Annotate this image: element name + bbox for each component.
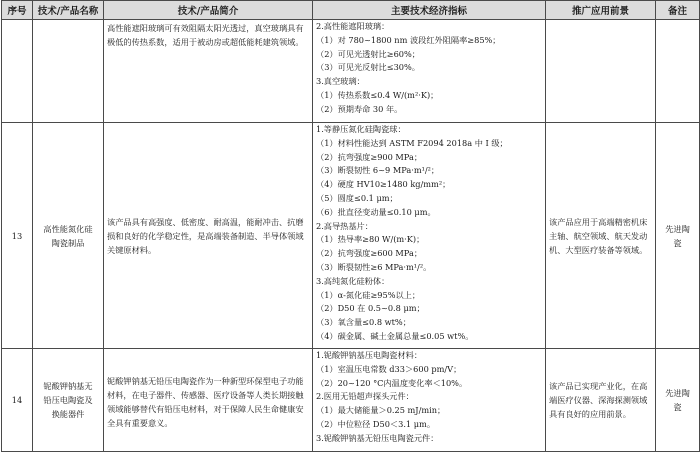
indicator-line: （1）传热系数≤0.4 W/(m²·K)；: [316, 89, 439, 100]
indicator-line: 3.高纯氮化硅粉体：: [316, 275, 390, 286]
row-indicators: [313, 349, 546, 452]
indicator-line: （4）碳金属、碱土金属总量≤0.05 wt%。: [316, 330, 474, 341]
table-row: [2, 349, 700, 452]
indicator-line: （2）20~120 °C内温度变化率＜10%。: [316, 377, 468, 388]
indicator-line: 2.医用无铅超声探头元件：: [316, 391, 414, 402]
header-no: 序号: [2, 1, 33, 20]
row-note: 先进陶瓷: [656, 349, 700, 452]
indicator-line: （2）抗弯强度≥600 MPa；: [316, 248, 423, 259]
indicator-line: （3）氧含量≤0.8 wt%；: [316, 317, 411, 328]
table-row: [2, 20, 700, 123]
indicator-line: 3.真空玻璃：: [316, 76, 365, 87]
header-intro: 技术/产品简介: [104, 1, 313, 20]
header-name: 技术/产品名称: [33, 1, 104, 20]
indicator-line: （2）D50 在 0.5~0.8 μm；: [316, 303, 425, 314]
indicator-line: （2）预期寿命 30 年。: [316, 103, 403, 114]
row-no: [2, 20, 33, 123]
indicator-line: （2）可见光透射比≥60%；: [316, 48, 420, 59]
row-indicators: [313, 123, 546, 349]
tech-product-table: [1, 0, 700, 452]
indicator-line: （4）硬度 HV10≥1480 kg/mm²；: [316, 179, 451, 190]
row-promotion: [546, 20, 656, 123]
row-no: 14: [2, 349, 33, 452]
indicator-line: 2.高导热基片：: [316, 220, 373, 231]
row-name: 高性能氮化硅陶瓷制品: [33, 123, 104, 349]
header-note: 备注: [656, 1, 700, 20]
row-no: 13: [2, 123, 33, 349]
row-promotion: 该产品已实现产业化，在高端医疗仪器、深海探测领域具有良好的应用前景。: [546, 349, 656, 452]
table-row: [2, 123, 700, 349]
indicator-line: 1.等静压氮化硅陶瓷球：: [316, 124, 406, 134]
row-intro: 该产品具有高强度、低密度、耐高温，能耐冲击、抗磨损和良好的化学稳定性，是高端装备制造、半导体领域关键原材料。: [104, 123, 313, 349]
row-promotion: 该产品应用于高端精密机床主轴、航空领域、航天发动机、大型医疗装备等领域。: [546, 123, 656, 349]
header-row: [2, 1, 700, 20]
indicator-line: （1）热导率≥80 W/(m·K)；: [316, 234, 425, 245]
row-note: [656, 20, 700, 123]
row-indicators: [313, 20, 546, 123]
header-promotion: 推广应用前景: [546, 1, 656, 20]
row-name: [33, 20, 104, 123]
indicator-line: （1）对 780~1800 nm 波段红外阻隔率≥85%；: [316, 34, 501, 45]
indicator-line: （6）批直径变动量≤0.10 μm。: [316, 206, 436, 217]
indicator-line: （2）中位粒径 D50＜3.1 μm。: [316, 418, 436, 429]
row-note: 先进陶瓷: [656, 123, 700, 349]
row-intro: 高性能遮阳玻璃可有效阻隔太阳光透过，真空玻璃具有极低的传热系数，适用于被动房或超低能耗建筑领域。: [104, 20, 313, 123]
indicator-line: （2）抗弯强度≥900 MPa；: [316, 151, 423, 162]
indicator-line: （3）可见光反射比≤30%。: [316, 62, 420, 73]
indicator-line: 1.铌酸钾钠基压电陶瓷材料：: [316, 350, 423, 360]
indicator-line: （1）室温压电常数 d33＞600 pm/V；: [316, 363, 462, 374]
indicator-line: （1）材料性能达到 ASTM F2094 2018a 中 I 级；: [316, 137, 508, 148]
indicator-line: （1）α-氮化硅≥95%以上；: [316, 289, 421, 300]
indicator-line: （1）最大储能量＞0.25 mJ/min；: [316, 405, 446, 416]
row-name: 铌酸钾钠基无铅压电陶瓷及换能器件: [33, 349, 104, 452]
indicator-line: 3.铌酸钾钠基无铅压电陶瓷元件：: [316, 432, 439, 443]
indicator-line: （3）断裂韧性 6~9 MPa·m¹/²；: [316, 165, 440, 176]
row-intro: 铌酸钾钠基无铅压电陶瓷作为一种新型环保型电子功能材料，在电子器件、传感器、医疗设备等人类长期接触领域能够替代有铅压电材料，对于保障人民生命健康安全具有重要意义。: [104, 349, 313, 452]
indicator-line: （3）断裂韧性≥6 MPa·m¹/²。: [316, 261, 432, 272]
indicator-line: （5）圆度≤0.1 μm；: [316, 192, 398, 203]
header-indicators: 主要技术经济指标: [313, 1, 546, 20]
indicator-line: 2.高性能遮阳玻璃：: [316, 21, 390, 31]
